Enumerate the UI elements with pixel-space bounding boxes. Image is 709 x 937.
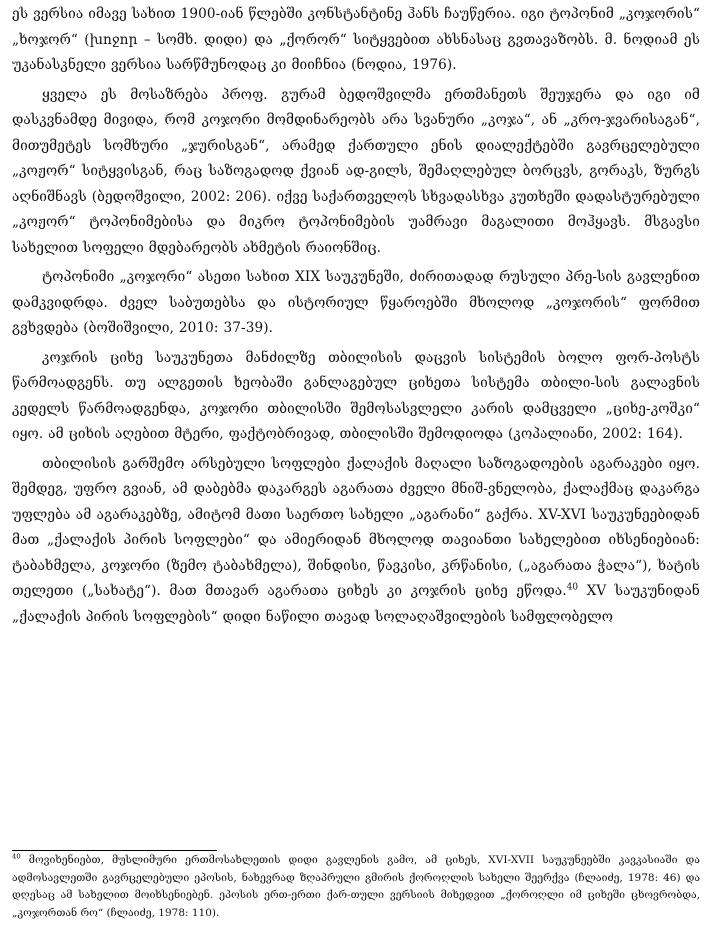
footnote-number: 40 xyxy=(12,852,21,861)
footnote xyxy=(12,852,700,922)
footnote-divider xyxy=(12,850,217,851)
footnote-text: მოვიხენიებთ, მუსლიმური ერთმოსახლეთის დიდი გავლენის გამო, ამ ციხეს, XVI-XVII საუკუნეებში კავკასიაში და ადმოსავლეთში გავრცელებული ეპოსის, ნახევრად ზღაპრული გმირის ქოროღლის სახელი შეერქვა (ჩლაიძე, 1978: 46) და დღესაც ამ სახელით მოიხსენიებენ. ეპოსის ერთ-ერთი ქარ-თული ვერსიის მიხედვით „ქოროღლი იმ ციხეში ცხოვრობდა, „კოჯორთან რო“ (ჩლაიძე, 1978: 110). xyxy=(12,854,700,919)
body-text xyxy=(12,2,700,630)
paragraph-text: თბილისის გარშემო არსებული სოფლები ქალაქის მაღალი საზოგადოების აგარაკები იყო. შემდეგ, უფრო გვიან, ამ დაბებმა დაკარგეს აგარათა ძველი მნიშ-ვნელობა, ქალაქმაც დაკარგა უფლება ამ აგარაკებზე, ამიტომ მათი საერთო სახელი „აგარანი“ გაქრა. XV-XVI საუკუნეებიდან მათ „ქალაქის პირის სოფლები“ და ამიერიდან მხოლოდ თავიანთი სახელებით იხსენიებიან: ტაბახმელა, კოჯორი (ზემო ტაბახმელა), შინდისი, წავკისი, კრწანისი, („აგარათა ჭალა“), ხატის თელეთი („სახატე“). მათ მთავარ აგარათა ციხეს კი კოჯრის ციხე ეწოდა. xyxy=(12,455,700,599)
paragraph-text: ეს ვერსია იმავე სახით 1900-იან წლებში კონსტანტინე ჰანს ჩაუწერია. იგი ტოპონიმ „კოჯორის“ „ხოჯორ“ (խոջոր – სომხ. დიდი) და „ქორორ“ სიტყვებით ახსნასაც გვთავაზობს. მ. ნოდიამ ეს უკანასკნელი ვერსია სარწმუნოდაც კი მიიჩნია (ნოდია, 1976). xyxy=(12,6,700,73)
paragraph-2 xyxy=(12,83,700,262)
paragraph-text-continued: XV საუკუნიდან „ქალაქის პირის სოფლების“ დიდი ნაწილი თავად სოლაღაშვილების სამფლობელო xyxy=(12,583,700,625)
paragraph-5 xyxy=(12,452,700,631)
paragraph-3 xyxy=(12,265,700,342)
paragraph-4 xyxy=(12,346,700,448)
paragraph-text: ყველა ეს მოსაზრება პროფ. გურამ ბედოშვილმა ერთმანეთს შეუჯერა და იგი იმ დასკვნამდე მივიდა, რომ კოჯორი მომდინარეობს არა სვანური „კოჯა“, ან „კრო-ჯვარისაგან“, მითუმეტეს სომხური „ჯურისგან“, არამედ ქართული ენის დიალექტებში გავრცელებული „კოჟორ“ სიტყვისგან, რაც საზოგადოდ ქვიან ად-გილს, შემაღლებულ ბორცვს, გორაკს, ზურგს აღნიშნავს (ბედოშვილი, 2002: 206). იქვე საქართველოს სხვადასხვა კუთხეში დადასტურებული „კოჟორ“ ტოპონიმებისა და მიკრო ტოპონიმების უამრავი მაგალითი მოჰყავს. მსგავსი სახელით სოფელი მდებარეობს ახმეტის რაიონშიც. xyxy=(12,86,700,256)
paragraph-text: ტოპონიმი „კოჯორი“ ასეთი სახით XIX საუკუნეში, ძირითადად რუსული პრე-სის გავლენით დამკვიდრდა. ძველ საბუთებსა და ისტორიულ წყაროებში მხოლოდ „კოჯორის“ ფორმით გვხვდება (ბოშიშვილი, 2010: 37-39). xyxy=(12,269,700,336)
paragraph-text: კოჯრის ციხე საუკუნეთა მანძილზე თბილისის დაცვის სისტემის ბოლო ფორ-პოსტს წარმოადგენს. თუ ალგეთის ხეობაში განლაგებულ ციხეთა სისტემა თბილი-სის გალავნის კედელს წარმოადგენდა, კოჯორი თბილისში შემოსასვლელი კარის დამცველი „ციხე-კოშკი“ იყო. ამ ციხის აღებით მტერი, ფაქტობრივად, თბილისში შემოდიოდა (კოპალიანი, 2002: 164). xyxy=(12,349,700,442)
footnote-reference[interactable]: 40 xyxy=(566,582,579,593)
paragraph-1 xyxy=(12,2,700,79)
